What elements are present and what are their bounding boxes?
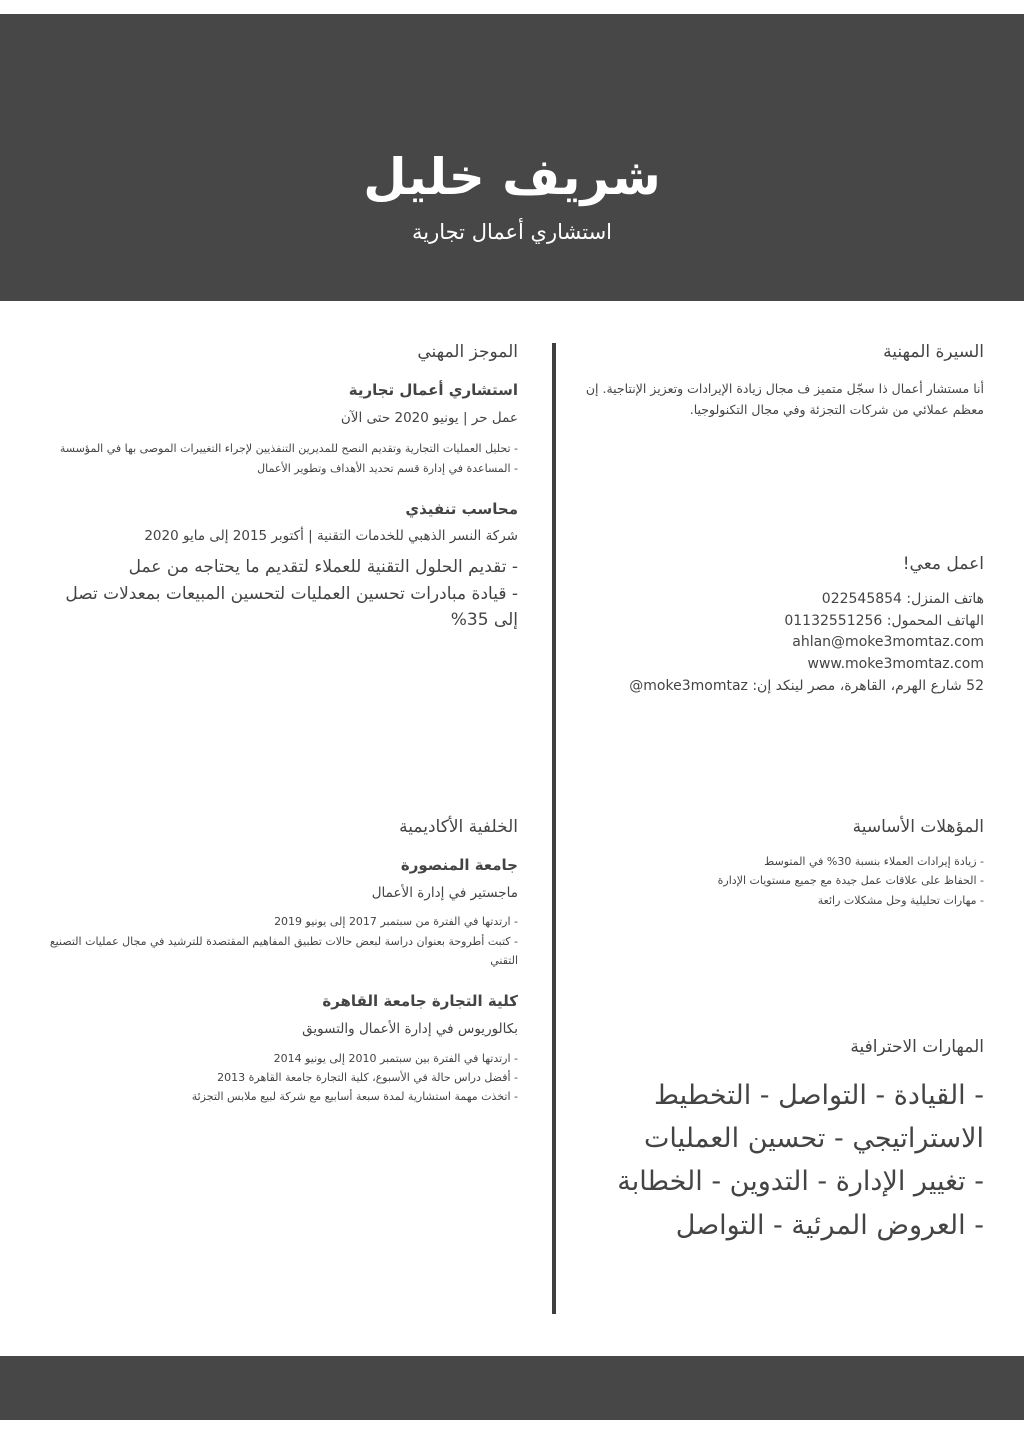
column-divider (552, 343, 556, 1314)
job-title: استشاري أعمال تجارية (348, 381, 518, 400)
school-bullets (48, 912, 518, 970)
skills-line: - العروض المرئية - التواصل (675, 1209, 984, 1241)
list-item: - تحليل العمليات التجارية وتقديم النصح للمديرين التنفذيين لإجراء التغييرات الموصى بها في المؤسسة (59, 442, 518, 456)
job-meta: شركة النسر الذهبي للخدمات التقنية | أكتوبر 2015 إلى مايو 2020 (144, 528, 518, 545)
list-item: - اتخذت مهمة استشارية لمدة سبعة أسابيع مع شركة لبيع ملابس التجزئة (191, 1090, 518, 1104)
job-meta: عمل حر | يونيو 2020 حتى الآن (340, 409, 518, 426)
list-item: - مهارات تحليلية وحل مشكلات رائعة (817, 893, 984, 907)
email-address: ahlan@moke3momtaz.com (792, 634, 984, 651)
qualifications-section (584, 816, 984, 910)
home-phone: هاتف المنزل: 022545854 (821, 591, 984, 608)
job-entry (48, 500, 518, 633)
mobile-phone: الهاتف المحمول: 01132551256 (784, 612, 984, 629)
contact-section (584, 553, 984, 698)
job-title: محاسب تنفيذي (405, 499, 518, 518)
school-degree: ماجستير في إدارة الأعمال (371, 884, 518, 901)
school-entry (48, 856, 518, 970)
address-linkedin: 52 شارع الهرم، القاهرة، مصر لينكد إن: moke3momtaz@ (629, 677, 984, 694)
footer-band (0, 1356, 1024, 1420)
list-item: - كتبت أطروحة بعنوان دراسة لبعض حالات تطبيق المفاهيم المقتصدة للترشيد في مجال عمليات التصنيع التقني (49, 934, 518, 967)
contact-heading: اعمل معي! (902, 554, 984, 574)
education-section (48, 816, 518, 1106)
list-item: - ارتدتها في الفترة من سبتمبر 2017 إلى يونيو 2019 (274, 915, 518, 929)
website-url: www.moke3momtaz.com (807, 656, 984, 673)
school-entry (48, 992, 518, 1106)
job-entry (48, 381, 518, 478)
list-item: - تقديم الحلول التقنية للعملاء لتقديم ما يحتاجه من عمل (128, 557, 518, 578)
profile-heading: السيرة المهنية (883, 342, 984, 362)
list-item: - الحفاظ على علاقات عمل جيدة مع جميع مستويات الإدارة (717, 874, 984, 888)
school-name: جامعة المنصورة (400, 856, 518, 875)
skills-list (564, 1074, 984, 1247)
skills-heading: المهارات الاحترافية (850, 1037, 984, 1057)
skills-line: - القيادة - التواصل - التخطيط (654, 1080, 984, 1112)
qualifications-list (584, 852, 984, 910)
school-name: كلية التجارة جامعة القاهرة (322, 992, 518, 1011)
school-bullets (48, 1049, 518, 1107)
list-item: - المساعدة في إدارة قسم تحديد الأهداف وتطوير الأعمال (257, 461, 518, 475)
qualifications-heading: المؤهلات الأساسية (852, 817, 984, 837)
profile-section (584, 341, 984, 420)
list-item: - أفضل دراس حالة في الأسبوع، كلية التجارة جامعة القاهرة 2013 (217, 1070, 518, 1084)
profile-text: أنا مستشار أعمال ذا سجّل متميز ف مجال زيادة الإيرادات وتعزيز الإنتاجية. إن معظم عملائي من شركات التجزئة وفي مجال التكنولوجيا. (585, 381, 984, 417)
contact-list (584, 589, 984, 697)
skills-section (564, 1036, 984, 1247)
candidate-name: شريف خليل (363, 148, 661, 206)
list-item: - قيادة مبادرات تحسين العمليات لتحسين المبيعات بمعدلات تصل إلى 35% (65, 583, 518, 631)
header-band (0, 14, 1024, 301)
skills-line: - تغيير الإدارة - التدوين - الخطابة (617, 1166, 984, 1198)
experience-section (48, 341, 518, 633)
candidate-title: استشاري أعمال تجارية (411, 220, 613, 244)
skills-line: الاستراتيجي - تحسين العمليات (644, 1123, 984, 1155)
list-item: - زيادة إيرادات العملاء بنسبة 30% في المتوسط (764, 855, 984, 869)
education-heading: الخلفية الأكاديمية (399, 817, 518, 837)
job-bullets (48, 439, 518, 478)
experience-heading: الموجز المهني (417, 342, 518, 362)
school-degree: بكالوريوس في إدارة الأعمال والتسويق (302, 1020, 518, 1037)
job-bullets (48, 554, 518, 633)
list-item: - ارتدتها في الفترة بين سبتمبر 2010 إلى يونيو 2014 (273, 1051, 518, 1065)
